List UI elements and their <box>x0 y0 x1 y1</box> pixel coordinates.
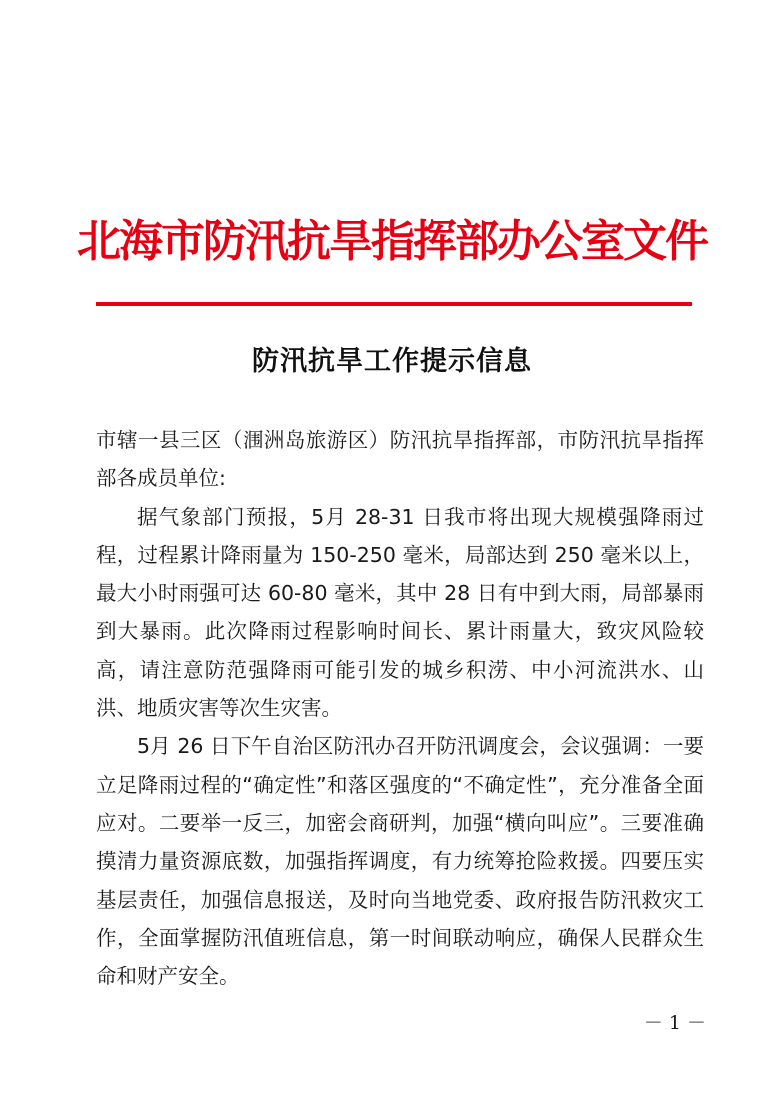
paragraph-weather-forecast: 据气象部门预报，5月 28-31 日我市将出现大规模强降雨过程，过程累计降雨量为 150-250 毫米，局部达到 250 毫米以上，最大小时雨强可达 60-80 毫米，其中 28 日有中到大雨，局部暴雨到大暴雨。此次降雨过程影响时间长、累计雨量大，致灾风险较高，请注意防范强降雨可能引发的城乡积涝、中小河流洪水、山洪、地质灾害等次生灾害。 <box>96 504 704 721</box>
document-body <box>96 421 704 995</box>
paragraph-meeting-requirements: 5月 26 日下午自治区防汛办召开防汛调度会，会议强调：一要立足降雨过程的“确定性”和落区强度的“不确定性”，充分准备全面应对。二要举一反三，加密会商研判，加强“横向叫应”。三要准确摸清力量资源底数，加强指挥调度，有力统筹抢险救援。四要压实基层责任，加强信息报送，及时向当地党委、政府报告防汛救灾工作，全面掌握防汛值班信息，第一时间联动响应，确保人民群众生命和财产安全。 <box>96 734 704 989</box>
document-title: 防汛抗旱工作提示信息 <box>252 346 532 377</box>
issuer-header-title: 北海市防汛抗旱指挥部办公室文件 <box>77 216 707 267</box>
recipients-line: 市辖一县三区（涠洲岛旅游区）防汛抗旱指挥部，市防汛抗旱指挥部各成员单位: <box>96 428 704 491</box>
header-red-rule <box>96 302 692 306</box>
page-number: － 1 － <box>643 1012 706 1034</box>
